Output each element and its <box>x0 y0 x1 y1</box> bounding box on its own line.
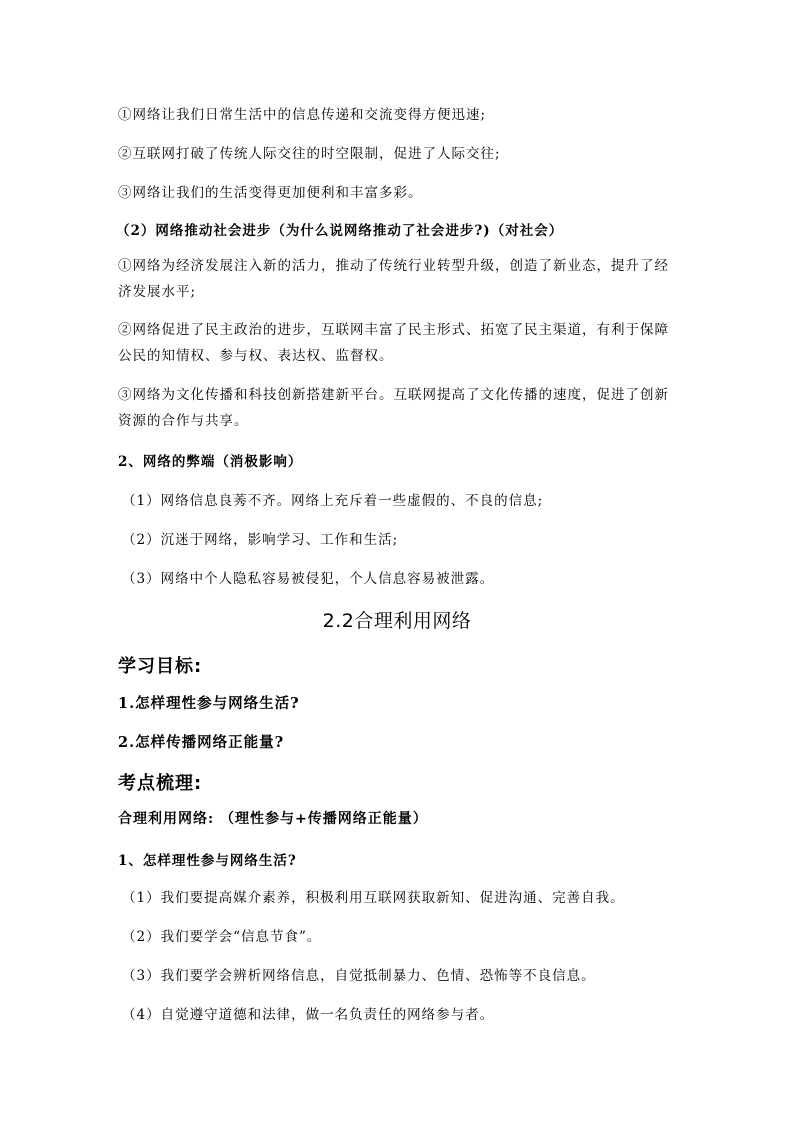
subsection-heading-2: （2）网络推动社会进步（为什么说网络推动了社会进步?)（对社会） <box>116 223 564 239</box>
list-item-2: （2）沉迷于网络，影响学习、工作和生活; <box>122 532 399 548</box>
answer-3: （3）我们要学会辨析网络信息，自觉抵制暴力、色情、恐怖等不良信息。 <box>122 968 596 984</box>
answer-1: （1）我们要提高媒介素养，积极利用互联网获取新知、促进沟通、完善自我。 <box>122 890 625 906</box>
subsection-heading-3: 2、网络的弊端（消极影响） <box>118 454 303 470</box>
paragraph-1: ①网络让我们日常生活中的信息传递和交流变得方便迅速; <box>118 107 487 123</box>
paragraph-4: ①网络为经济发展注入新的活力，推动了传统行业转型升级，创造了新业态，提升了经济发展水平; <box>118 258 669 300</box>
goal-1: 1.怎样理性参与网络生活? <box>118 695 300 712</box>
section-title: 2.2合理利用网络 <box>322 610 472 632</box>
goals-heading: 学习目标: <box>118 656 203 677</box>
answer-4: （4）自觉遵守道德和法律，做一名负责任的网络参与者。 <box>122 1007 495 1023</box>
paragraph-3: ③网络让我们的生活变得更加便利和丰富多彩。 <box>118 185 423 201</box>
answer-2: （2）我们要学会“信息节食”。 <box>122 929 322 945</box>
paragraph-5: ②网络促进了民主政治的进步，互联网丰富了民主形式、拓宽了民主渠道，有利于保障公民的知情权、参与权、表达权、监督权。 <box>118 322 669 364</box>
paragraph-6: ③网络为文化传播和科技创新搭建新平台。互联网提高了文化传播的速度，促进了创新资源的合作与共享。 <box>118 387 669 429</box>
list-item-3: （3）网络中个人隐私容易被侵犯，个人信息容易被泄露。 <box>122 571 495 587</box>
question-1: 1、怎样理性参与网络生活? <box>118 853 297 869</box>
paragraph-2: ②互联网打破了传统人际交往的时空限制，促进了人际交往; <box>118 146 501 162</box>
goal-2: 2.怎样传播网络正能量? <box>118 734 285 751</box>
summary-line: 合理利用网络: （理性参与+传播网络正能量） <box>118 811 428 827</box>
list-item-1: （1）网络信息良莠不齐。网络上充斥着一些虚假的、不良的信息; <box>122 493 544 509</box>
points-heading: 考点梳理: <box>118 773 203 794</box>
